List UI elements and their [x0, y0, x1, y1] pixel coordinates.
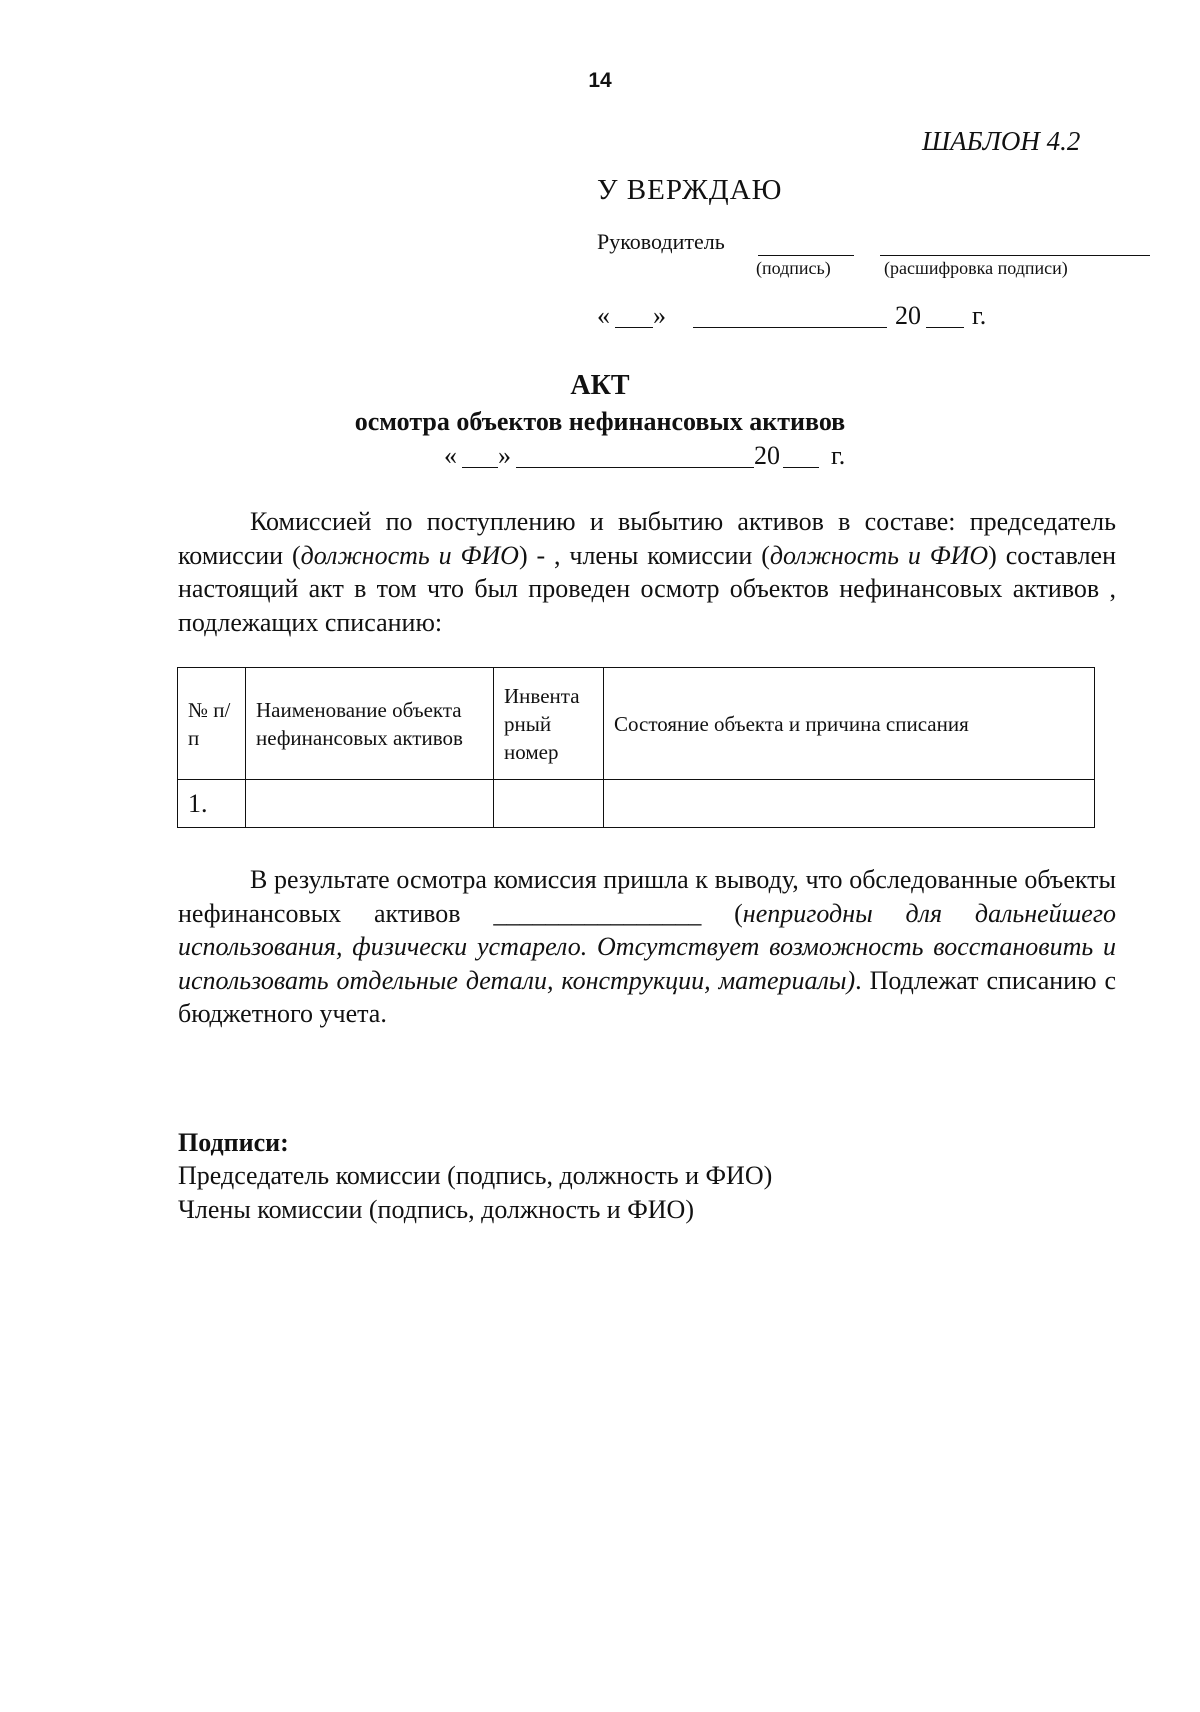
act-year-suffix: г.: [831, 441, 846, 470]
header-number: № п/п: [178, 668, 246, 780]
signature-caption: (подпись): [756, 258, 831, 278]
act-date-close-quote: »: [498, 441, 511, 470]
act-year-blank: [783, 467, 819, 468]
year-suffix: г.: [972, 301, 987, 330]
intro-paragraph: Комиссией по поступлению и выбытию активов в составе: председатель комиссии (должность и ФИО) - , члены комиссии (должность и ФИО) составлен настоящий акт в том что был проведен осмотр объектов нефинансовых активов , подлежащих списанию:: [178, 507, 1117, 637]
cell-number: 1.: [178, 780, 246, 828]
month-blank: [693, 327, 887, 328]
chairman-signature-line: Председатель комиссии (подпись, должность и ФИО): [178, 1161, 773, 1190]
assets-table: [177, 667, 1095, 828]
cell-inventory: [494, 780, 604, 828]
members-signature-line: Члены комиссии (подпись, должность и ФИО): [178, 1195, 694, 1224]
header-name: Наименование объекта нефинансовых активов: [246, 668, 494, 780]
result-paragraph: В результате осмотра комиссия пришла к выводу, что обследованные объекты нефинансовых активов ________________ (непригодны для дальнейшего использования, физически устарело. Отсутствует возможность восстановить и использовать отдельные детали, конструкции, материалы). Подлежат списанию с бюджетного учета.: [178, 865, 1116, 1028]
date-open-quote: «: [597, 301, 610, 330]
signatures-heading: Подписи:: [178, 1128, 289, 1157]
template-label: ШАБЛОН 4.2: [922, 126, 1081, 156]
act-day-blank: [462, 467, 498, 468]
table-row: [178, 780, 1095, 828]
act-year-prefix: 20: [754, 441, 780, 470]
signature-line: [758, 255, 854, 256]
act-date-open-quote: «: [444, 441, 457, 470]
table-header-row: [178, 668, 1095, 780]
header-condition: Состояние объекта и причина списания: [604, 668, 1095, 780]
page-number: 14: [588, 69, 612, 92]
decoding-caption: (расшифровка подписи): [884, 258, 1068, 278]
act-month-blank: [516, 467, 754, 468]
head-label: Руководитель: [597, 229, 725, 254]
year-blank: [926, 327, 964, 328]
decoding-line: [880, 255, 1150, 256]
year-prefix: 20: [895, 301, 921, 330]
approval-title: У ВЕРЖДАЮ: [597, 174, 783, 206]
act-title: АКТ: [570, 370, 630, 401]
cell-name: [246, 780, 494, 828]
day-blank: [615, 327, 653, 328]
header-inventory: Инвента рный номер: [494, 668, 604, 780]
act-subtitle: осмотра объектов нефинансовых активов: [354, 407, 846, 436]
result-blank: ________________: [493, 898, 702, 928]
cell-condition: [604, 780, 1095, 828]
date-close-quote: »: [653, 301, 666, 330]
